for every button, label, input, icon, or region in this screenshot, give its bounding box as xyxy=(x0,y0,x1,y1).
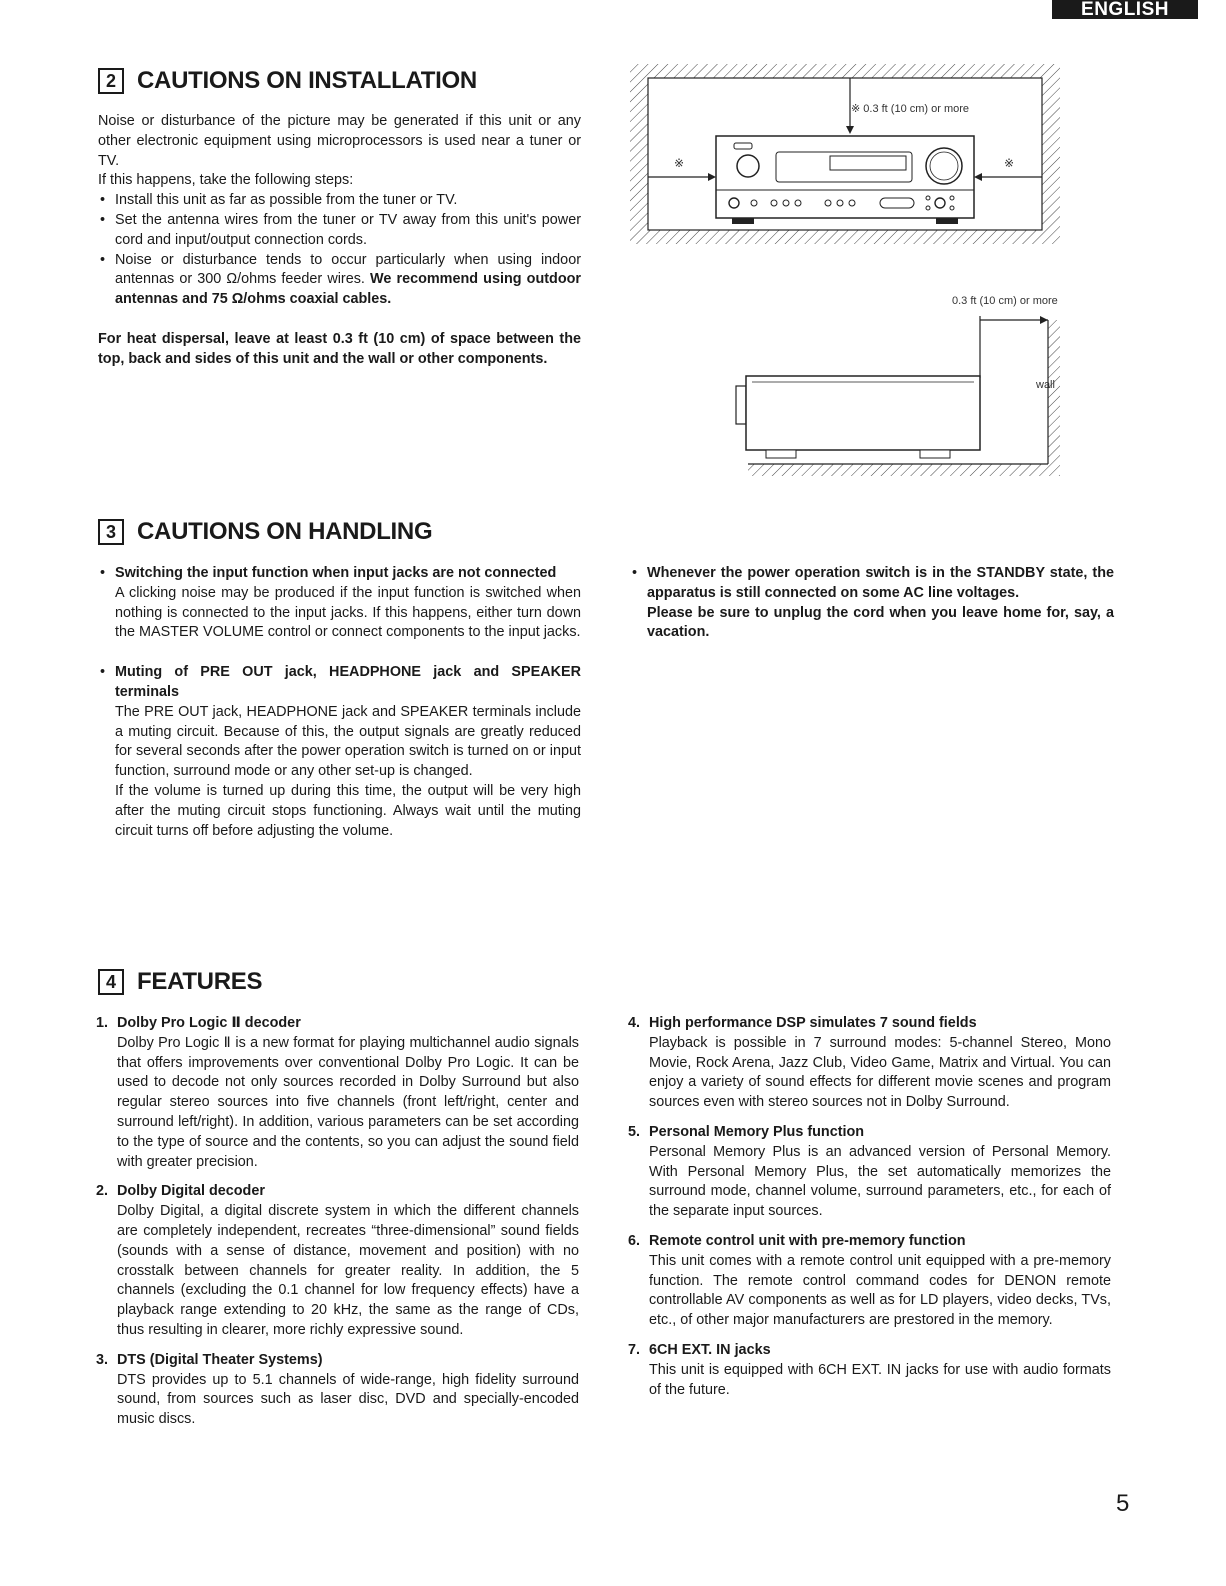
side-clearance-diagram xyxy=(730,290,1076,480)
section-number: 3 xyxy=(98,519,124,545)
feature-item xyxy=(628,1123,1111,1222)
feature-heading: Personal Memory Plus function xyxy=(649,1123,865,1140)
receiver-side-view xyxy=(736,376,980,458)
feature-text: Dolby Pro Logic Ⅱ is a new format for playing multichannel audio signals that offers improvements over conventional Dolby Pro Logic. It can be used to decode not only sources recorded in Dolby Surround but also regular stereo sources into five channels (front left/right, center and surround left/right). In addition, various parameters can be set according to the type of source and the contents, so you can adjust the sound field with greater precision. xyxy=(117,1034,579,1170)
feature-text: Playback is possible in 7 surround modes: 5-channel Stereo, Mono Movie, Rock Arena, Jazz Club, Video Game, Matrix and Virtual. You can enjoy a variety of sound effects for different movie scenes and program sources even with stereo sources not in Dolby Surround. xyxy=(649,1034,1111,1111)
front-clearance-diagram xyxy=(630,62,1066,246)
handling-item-heading: Whenever the power operation switch is in the STANDBY state, the apparatus is still connected on some AC line voltages. xyxy=(647,565,1114,601)
feature-item xyxy=(628,1014,1111,1113)
section-number: 2 xyxy=(98,68,124,94)
feature-number: 7. xyxy=(628,1341,641,1358)
step-recommendation: We recommend using outdoor antennas and 75 Ω/ohms coaxial cables. xyxy=(115,271,582,308)
handling-item-text: The PRE OUT jack, HEADPHONE jack and SPEAKER terminals include a muting circuit. Because of this, the output signals are greatly reduced for several seconds after the power operation switch is turned on or input function, surround mode or any other set-up is changed. xyxy=(115,703,581,780)
feature-number: 2. xyxy=(96,1183,109,1200)
feature-number: 4. xyxy=(628,1015,641,1031)
feature-item xyxy=(96,1351,579,1430)
feature-heading: Dolby Digital decoder xyxy=(117,1183,265,1200)
side-top-clearance-label: 0.3 ft (10 cm) or more xyxy=(952,295,1058,307)
section-title: CAUTIONS ON HANDLING xyxy=(137,518,433,545)
section-number: 4 xyxy=(98,969,124,995)
left-clearance-mark: ※ xyxy=(674,156,685,170)
installation-steps-intro: If this happens, take the following steps: xyxy=(98,172,354,189)
feature-item xyxy=(628,1341,1111,1400)
feature-heading: DTS (Digital Theater Systems) xyxy=(117,1351,323,1368)
handling-item-heading: Muting of PRE OUT jack, HEADPHONE jack and SPEAKER terminals xyxy=(115,664,581,700)
wall-label: wall xyxy=(1036,379,1055,391)
bottom-floor-hatch xyxy=(630,230,1060,244)
feature-text: This unit is equipped with 6CH EXT. IN jacks for use with audio formats of the future. xyxy=(649,1361,1111,1398)
handling-item: • Whenever the power operation switch is in the STANDBY state, the apparatus is still connected on some AC line voltages. Please be sure to unplug the cord when you leave home for, say, a vacation. xyxy=(630,564,1114,643)
section-heading-features xyxy=(98,968,262,996)
feature-text: Dolby Digital, a digital discrete system in which the different channels are completely independent, recreates “three-dimensional” sound fields (sounds with a sense of distance, movement and position) with no crosstalk between channels for greater reality. In addition, the 5 channels (excluding the 0.1 channel for low frequency effects) have a playback range extending to 20 kHz, the same as the range of CDs, thus resulting in clearer, more richly expressive sound. xyxy=(117,1203,579,1338)
feature-heading: High performance DSP simulates 7 sound fields xyxy=(649,1015,977,1031)
left-wall-hatch xyxy=(630,78,648,230)
section-title: FEATURES xyxy=(137,968,263,995)
section-heading-installation xyxy=(98,67,477,95)
right-wall-hatch xyxy=(1042,78,1060,230)
features-right-column xyxy=(628,1014,1111,1400)
feature-number: 6. xyxy=(628,1232,641,1249)
heat-dispersal-note: For heat dispersal, leave at least 0.3 ft (10 cm) of space between the top, back and sides of this unit and the wall or other components. xyxy=(98,330,581,367)
top-wall-hatch xyxy=(630,64,1060,78)
feature-item xyxy=(96,1014,579,1172)
floor-hatch xyxy=(748,464,1060,476)
page-number: 5 xyxy=(1116,1490,1130,1517)
feature-heading: Remote control unit with pre-memory function xyxy=(649,1232,966,1249)
handling-item: • Muting of PRE OUT jack, HEADPHONE jack and SPEAKER terminals The PRE OUT jack, HEADPHONE jack and SPEAKER terminals include a muting circuit. Because of this, the output signals are greatly reduced for several seconds after the power operation switch is turned on or input function, surround mode or any other set-up is changed. If the volume is turned up during this time, the output will be very high after the muting circuit stops functioning. Always wait until the muting circuit turns off before adjusting the volume. xyxy=(98,663,581,841)
right-clearance-mark: ※ xyxy=(1004,156,1015,170)
handling-left-column xyxy=(98,564,581,841)
handling-item: • Switching the input function when input jacks are not connected A clicking noise may be produced if the input function is switched when nothing is connected to the input jacks. If this happens, either turn down the MASTER VOLUME control or connect components to the input jacks. xyxy=(98,564,581,643)
installation-steps xyxy=(98,191,581,310)
feature-text: Personal Memory Plus is an advanced version of Personal Memory. With Personal Memory Plus, the set automatically memorizes the surround mode, channel volume, surround parameters, etc., for each of the separate input sources. xyxy=(649,1143,1111,1220)
list-item: • Set the antenna wires from the tuner or TV away from this unit's power cord and input/output connection cords. xyxy=(98,211,581,251)
front-top-clearance-label: ※ 0.3 ft (10 cm) or more xyxy=(851,103,970,115)
handling-item-text: If the volume is turned up during this time, the output will be very high after the muting circuit stops functioning. Always wait until the muting circuit turns off before adjusting the volume. xyxy=(115,782,581,839)
receiver-front-panel xyxy=(716,136,974,224)
installation-intro: Noise or disturbance of the picture may be generated if this unit or any other electronic equipment using microprocessors is used near a tuner or TV. xyxy=(98,113,581,169)
feature-text: This unit comes with a remote control unit equipped with a pre-memory function. The remote control command codes for DENON remote controllable AV components as well as for LD players, video decks, TVs, etc., of other major manufacturers are prestored in the memory. xyxy=(649,1252,1111,1329)
feature-text: DTS provides up to 5.1 channels of wide-range, high fidelity surround sound, from sources such as laser disc, DVD and specially-encoded music discs. xyxy=(117,1371,579,1428)
feature-number: 3. xyxy=(96,1351,109,1368)
wall-hatch xyxy=(1048,320,1060,464)
handling-item-text: Please be sure to unplug the cord when you leave home for, say, a vacation. xyxy=(647,604,1114,641)
list-item xyxy=(98,251,581,310)
handling-item-heading: Switching the input function when input jacks are not connected xyxy=(115,565,557,581)
section-heading-handling xyxy=(98,518,432,546)
feature-heading: 6CH EXT. IN jacks xyxy=(649,1341,771,1358)
feature-number: 1. xyxy=(96,1015,109,1031)
feature-item xyxy=(628,1232,1111,1331)
features-left-column xyxy=(96,1014,579,1430)
installation-text xyxy=(98,112,581,370)
feature-heading: Dolby Pro Logic Ⅱ decoder xyxy=(117,1015,301,1031)
step-text: Noise or disturbance tends to occur particularly when using indoor antennas or 300 Ω/ohms feeder wires. xyxy=(115,251,581,288)
feature-item xyxy=(96,1182,579,1340)
handling-right-column xyxy=(630,564,1114,643)
list-item: • Install this unit as far as possible from the tuner or TV. xyxy=(98,191,581,211)
handling-item-text: A clicking noise may be produced if the input function is switched when nothing is connected to the input jacks. If this happens, either turn down the MASTER VOLUME control or connect components to the input jacks. xyxy=(115,584,581,641)
section-title: CAUTIONS ON INSTALLATION xyxy=(137,67,477,94)
feature-number: 5. xyxy=(628,1123,641,1140)
language-tab: ENGLISH xyxy=(1052,0,1198,19)
